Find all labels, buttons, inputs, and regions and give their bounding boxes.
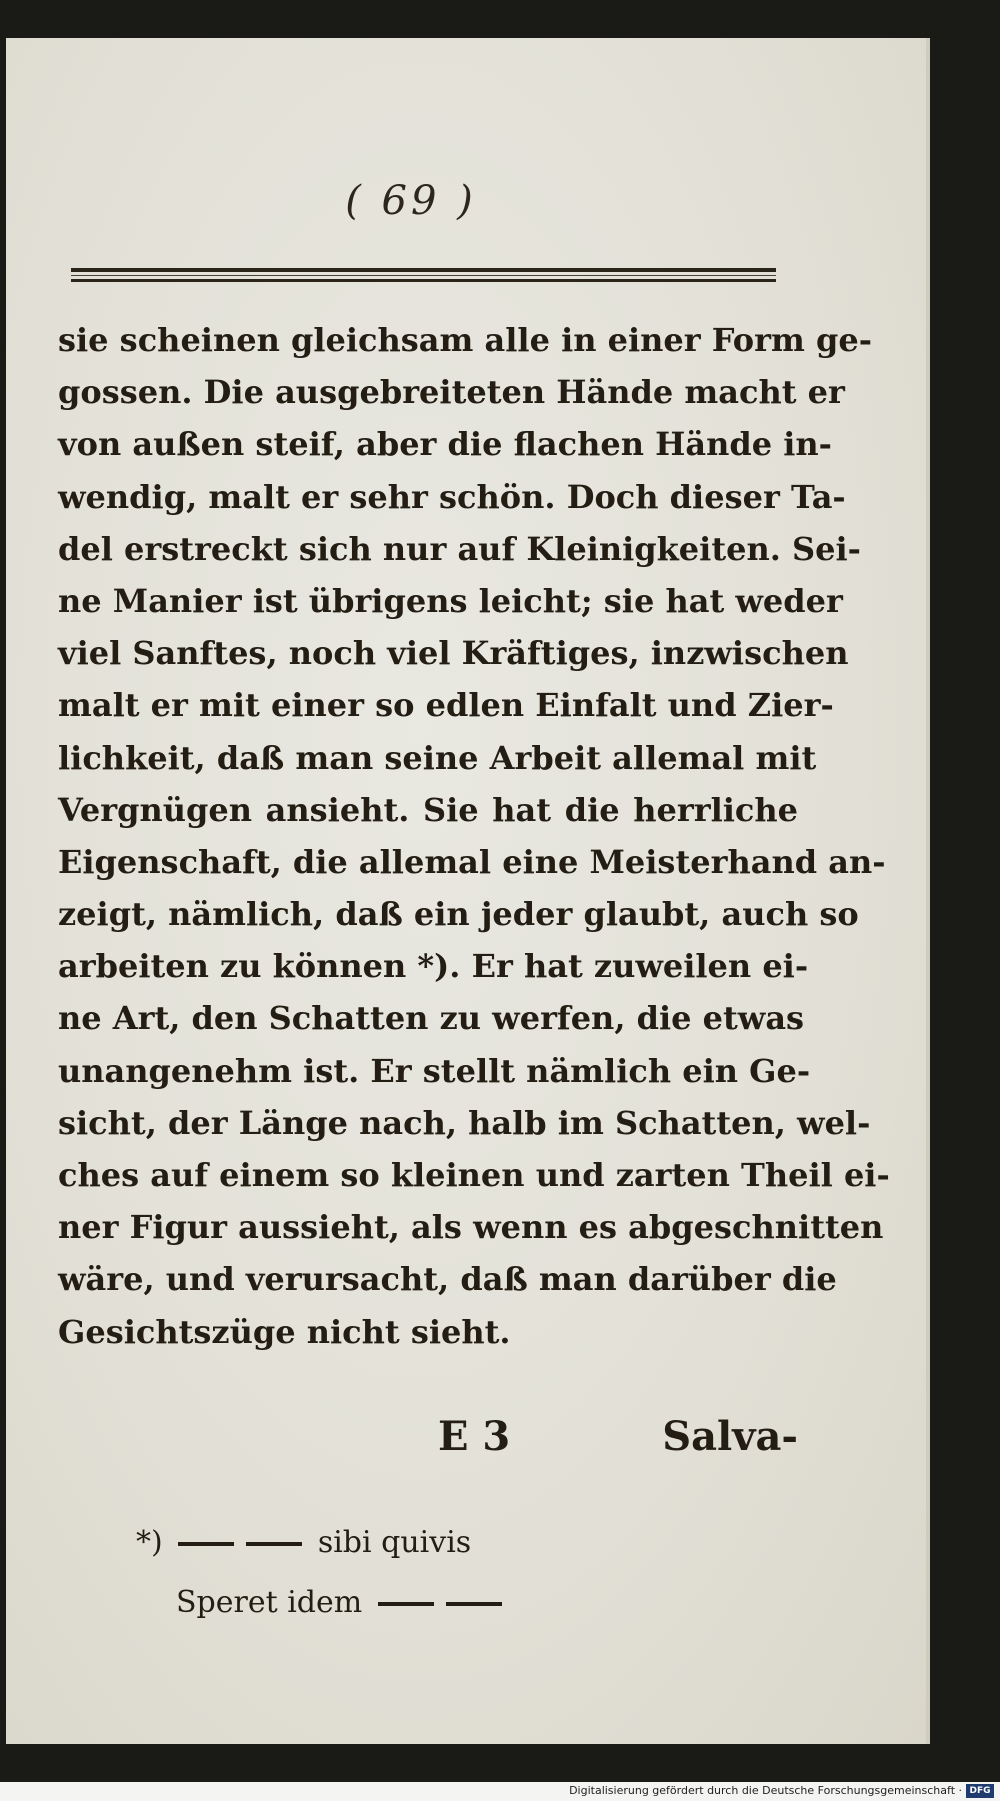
footnote-text: sibi quivis xyxy=(317,1525,472,1560)
text-line: Vergnügen ansieht. Sie hat die herrliche xyxy=(58,790,798,829)
text-line: zeigt, nämlich, daß ein jeder glaubt, auch so xyxy=(58,895,859,934)
text-line: ches auf einem so kleinen und zarten Theil ei- xyxy=(58,1156,890,1194)
page-number: ( 69 ) xyxy=(345,178,477,224)
footnote-line xyxy=(136,1573,636,1633)
footnote-text: Speret idem xyxy=(176,1585,363,1620)
text-line: viel Sanftes, noch viel Kräftiges, inzwischen xyxy=(58,634,849,673)
text-line: ner Figur aussieht, als wenn es abgeschnitten xyxy=(58,1208,884,1247)
dash-mark xyxy=(178,1542,234,1546)
footer-credit: Digitalisierung gefördert durch die Deutsche Forschungsgemeinschaft · xyxy=(569,1784,962,1797)
text-line: unangenehm ist. Er stellt nämlich ein Ge- xyxy=(58,1051,811,1090)
dfg-logo-icon: DFG xyxy=(966,1784,994,1798)
dash-mark xyxy=(246,1542,302,1546)
book-page xyxy=(6,38,930,1744)
text-line: Gesichtszüge nicht sieht. xyxy=(58,1312,511,1351)
text-line: ne Manier ist übrigens leicht; sie hat weder xyxy=(58,581,843,620)
body-text xyxy=(58,314,890,1358)
text-line: malt er mit einer so edlen Einfalt und Zier- xyxy=(58,686,834,725)
text-line: von außen steif, aber die flachen Hände in- xyxy=(58,425,832,464)
text-line: lichkeit, daß man seine Arbeit allemal mit xyxy=(58,738,817,777)
footnote-marker: *) xyxy=(136,1525,163,1560)
text-line: del erstreckt sich nur auf Kleinigkeiten. Sei- xyxy=(58,529,861,568)
signature-mark: E 3 xyxy=(438,1413,511,1460)
text-line: wäre, und verursacht, daß man darüber die xyxy=(58,1260,837,1299)
text-line: wendig, malt er sehr schön. Doch dieser Ta- xyxy=(58,477,846,516)
footnote-line xyxy=(136,1513,636,1573)
catchword: Salva- xyxy=(662,1413,798,1460)
dash-mark xyxy=(446,1602,502,1606)
text-line: ne Art, den Schatten zu werfen, die etwas xyxy=(58,999,805,1038)
text-line: sie scheinen gleichsam alle in einer Form ge- xyxy=(58,321,872,359)
text-line: sicht, der Länge nach, halb im Schatten, wel- xyxy=(58,1103,871,1142)
footnote xyxy=(136,1513,636,1633)
text-line: gossen. Die ausgebreiteten Hände macht er xyxy=(58,373,845,412)
header-rule xyxy=(71,268,776,282)
text-line: arbeiten zu können *). Er hat zuweilen ei- xyxy=(58,947,809,986)
dash-mark xyxy=(378,1602,434,1606)
text-line: Eigenschaft, die allemal eine Meisterhand an- xyxy=(58,842,886,881)
catchline xyxy=(58,1413,798,1469)
